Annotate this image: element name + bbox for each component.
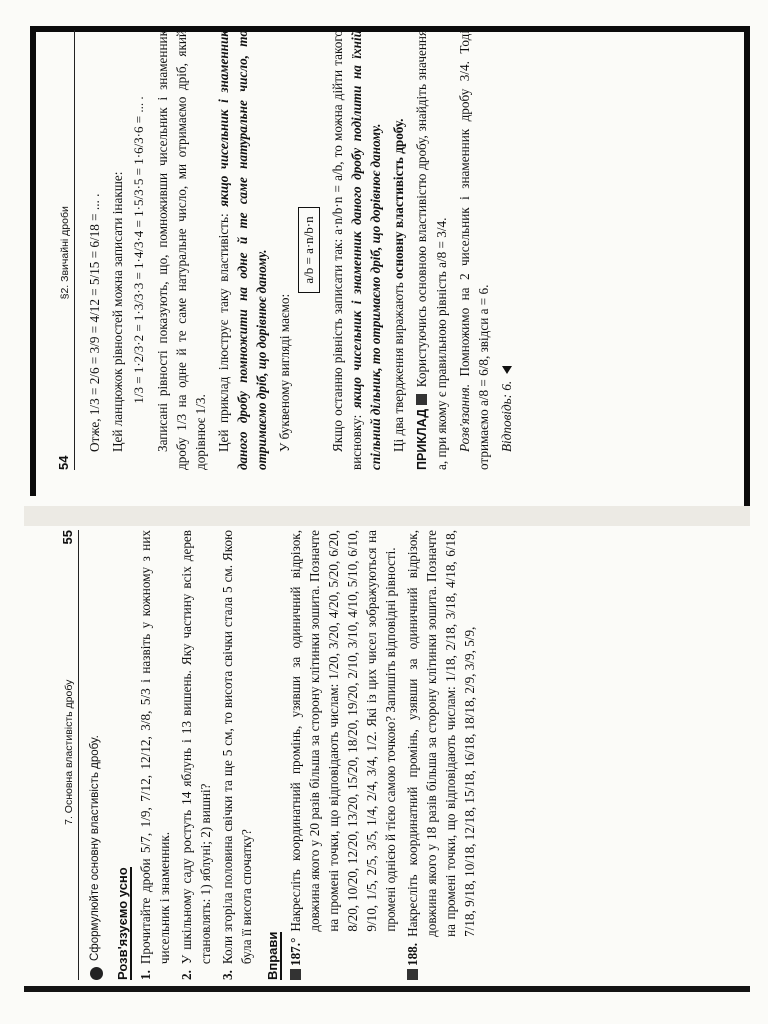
- item-text: Прочитайте дроби 5/7, 1/9, 7/12, 12/12, 3/8, 5/3 і назвіть у кожному з них чисельник і знаменник.: [138, 530, 172, 965]
- formula-chain: 1/3 = 1·2/3·2 = 1·3/3·3 = 1·4/3·4 = 1·5/3·5 = 1·6/3·6 = ... .: [131, 96, 146, 404]
- rule-intro: Цей приклад ілюструє таку властивість:: [216, 213, 231, 452]
- scan-border-right: [744, 26, 750, 506]
- page-number: 54: [56, 455, 71, 470]
- review-question: [89, 530, 103, 980]
- paragraph: [389, 30, 408, 470]
- oral-item: [218, 530, 256, 980]
- running-title: §2. Звичайні дроби: [59, 206, 71, 300]
- paragraph: Записані рівності показують, що, помноживши чисельник і знаменник дробу 1/3 на одне й те саме натуральне число, ми отримаємо дріб, який дорівнює 1/3.: [155, 30, 208, 470]
- question-icon: [90, 967, 103, 980]
- item-number: 1.: [138, 970, 153, 980]
- running-title: 7. Основна властивість дробу: [63, 679, 75, 825]
- text-line: Цей ланцюжок рівностей можна записати інакше:: [110, 171, 125, 452]
- page-54: [56, 30, 716, 470]
- exercise-number: [403, 943, 479, 980]
- rule-paragraph: [328, 30, 385, 470]
- item-text: Коли згоріла половина свічки та ще 5 см, то висота свічки стала 5 см. Якою була її висота спочатку?: [220, 530, 254, 965]
- text-line: Отже, 1/3 = 2/6 = 3/9 = 4/12 = 5/15 = 6/18 = ... .: [87, 193, 102, 452]
- end-of-solution-icon: [502, 366, 512, 374]
- item-number: 2.: [179, 970, 194, 980]
- answer-line: [497, 30, 516, 470]
- exercise-icon: [290, 969, 301, 980]
- oral-item: [136, 530, 174, 980]
- solution-text: Помножимо на 2 чисельник і знаменник дробу 3/4. Тоді отримаємо a/8 = 6/8, звідси a = 6.: [457, 30, 491, 470]
- section-heading-exercises: Вправи: [265, 931, 280, 980]
- answer-label: Відповідь:: [499, 393, 514, 452]
- scan-border-bottom: [24, 986, 750, 992]
- solution-paragraph: [455, 30, 493, 470]
- page-55: [60, 530, 720, 980]
- boxed-formula: a/b = a·n/b·n: [298, 207, 320, 292]
- exercise-icon: [407, 969, 418, 980]
- exercise-number-text: 188.: [405, 942, 420, 966]
- exercise-text: Накресліть координатний промінь, узявши за одиничний відрізок, довжина якого у 20 разів більша за сторону клітинки зошита. Позначте на промені точки, що відповідають числам: 1/20, 3/20, 4/20, 5/20, 6/20, 8/20, 10/20, 12/20, 13/20, 15/20, 18/20, 19/20, 2/10, 3/10, 4/10, 5/10, 6/10, 9/10, 1/5, 2/5, 3/5, 1/4, 2/4, 3/4, 1/2. Які із цих чисел зображуються на промені однією й тією самою точкою? Запишіть відповідні рівності.: [288, 530, 398, 932]
- text-line: У буквеному вигляді маємо:: [277, 293, 292, 452]
- solution-label: Розв'язання.: [457, 383, 472, 452]
- exercise-item: [403, 530, 479, 980]
- text-span: Ці два твердження виражають: [391, 282, 406, 452]
- rule-intro: Якщо останню рівність записати так: a·n/b·n = a/b, то можна дійти такого висновку:: [330, 30, 364, 470]
- answer-value: 6.: [499, 380, 514, 391]
- term-bold: основну властивість дробу.: [391, 118, 406, 279]
- oral-item: [177, 530, 215, 980]
- exercise-number-text: 187.°: [288, 937, 303, 966]
- page-gutter: [24, 506, 750, 526]
- rule-paragraph: [214, 30, 271, 470]
- page-header: [56, 30, 75, 470]
- rule-text: якщо чисельник і знаменник даного дробу помножити на одне й те саме натуральне число, то отримаємо дріб, що дорівнює даному.: [216, 30, 269, 470]
- exercise-item: [286, 530, 400, 980]
- exercise-number: [286, 938, 400, 980]
- formula-box-wrap: [298, 30, 320, 470]
- item-number: 3.: [220, 970, 235, 980]
- example-icon: [416, 394, 427, 405]
- example-paragraph: [412, 30, 451, 470]
- example-text: Користуючись основною властивістю дробу, знайдіть значення a, при якому є правильною рівність a/8 = 3/4.: [414, 29, 449, 470]
- page-header: [60, 530, 79, 980]
- exercise-text: Накресліть координатний промінь, узявши за одиничний відрізок, довжина якого у 18 разів більша за сторону клітинки зошита. Позначте на промені точки, що відповідають числам: 1/18, 2/18, 3/18, 4/18, 6/18, 7/18, 9/18, 10/18, 12/18, 15/18, 16/18, 18/18, 2/9, 3/9, 5/9,: [405, 530, 477, 937]
- rule-text: якщо чисельник і знаменник даного дробу поділити на їхній спільний дільник, то отримаємо дріб, що дорівнює даному.: [349, 29, 383, 470]
- review-question-text: Сформулюйте основну властивість дробу.: [89, 735, 101, 961]
- section-heading-oral: Розв'язуємо усно: [115, 867, 130, 980]
- example-label: ПРИКЛАД: [415, 408, 429, 470]
- page-number: 55: [60, 530, 75, 545]
- item-text: У шкільному саду ростуть 14 яблунь і 13 вишень. Яку частину всіх дерев становлять: 1) яблуні; 2) вишні?: [179, 530, 213, 965]
- scan-border-left: [30, 26, 36, 496]
